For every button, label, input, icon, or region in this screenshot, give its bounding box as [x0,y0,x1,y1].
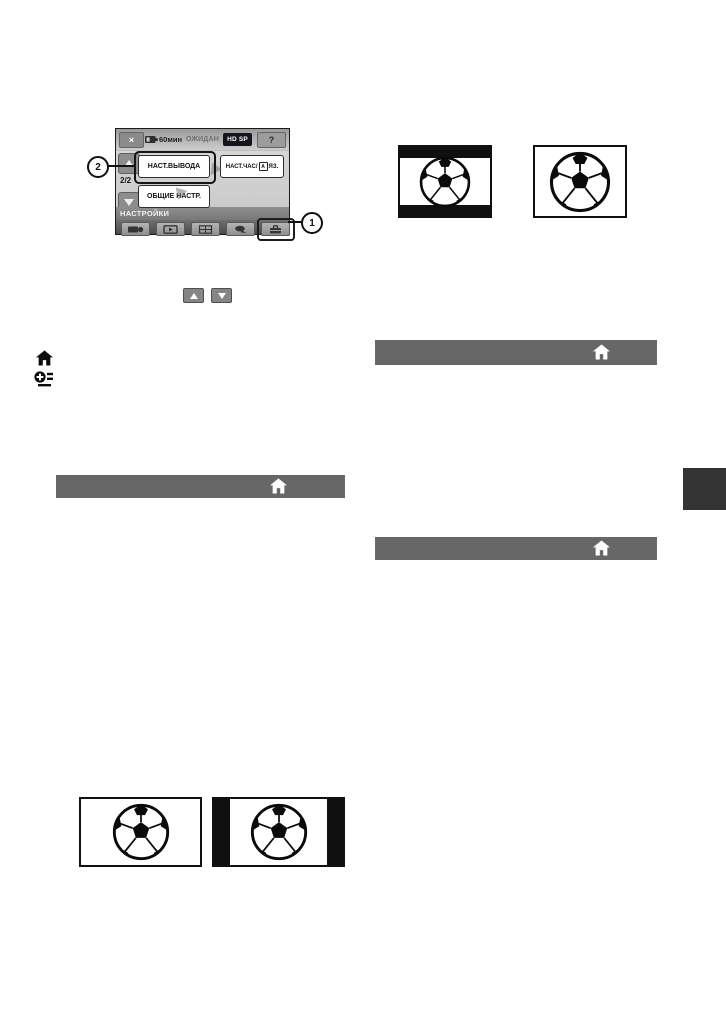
home-icon [593,540,610,556]
figure-widetv-fullscreen [79,797,202,867]
pillarbox-bar-right [327,799,343,865]
general-settings-button[interactable]: ОБЩИЕ НАСТР. [138,185,210,208]
others-icon [232,225,249,234]
tab-camera[interactable] [121,222,150,236]
home-icon [593,344,610,360]
soccer-ball [419,156,471,208]
figure-widetv-pillarbox [212,797,345,867]
callout-line-2 [105,165,134,167]
category-tab-strip [116,220,289,234]
battery-time: 60мин [159,135,183,144]
soccer-ball [250,803,308,861]
callout-line-1 [288,221,302,223]
pillarbox-bar-left [214,799,230,865]
settings-screen [115,128,290,235]
output-settings-button[interactable]: НАСТ.ВЫВОДА [138,155,210,178]
clock-label-pre: НАСТ.ЧАС/ [225,163,258,170]
section-header-bar [56,475,345,498]
option-menu-icon [34,371,54,388]
figure-tv-letterbox [398,145,492,218]
battery-icon [145,135,158,144]
tab-view-images[interactable] [156,222,185,236]
inline-down-button [211,288,232,303]
section-header-bar [375,340,657,365]
recording-format-badge: HD SP [223,133,252,146]
clock-label-post: ЯЗ. [268,163,279,170]
callout-1: 1 [301,212,323,234]
chapter-edge-tab [683,468,726,510]
tab-others[interactable] [226,222,255,236]
playback-icon [162,225,179,234]
selection-outline [134,151,216,184]
status-bar [116,129,289,151]
section-header-bar [375,537,657,560]
close-button[interactable]: × [119,132,144,148]
soccer-ball [549,151,611,213]
home-icon [36,350,53,366]
page-indicator: 2/2 [120,176,132,185]
down-arrow-icon [218,293,226,299]
category-label: НАСТРОЙКИ [116,207,289,220]
up-arrow-icon [190,293,198,299]
language-icon: A [259,162,268,171]
soccer-ball [112,803,170,861]
callout-2: 2 [87,156,109,178]
manage-media-icon [197,225,214,234]
tab-manage-media[interactable] [191,222,220,236]
standby-status: ОЖИДАН [186,135,220,143]
camcorder-icon [127,225,144,234]
clock-language-button[interactable] [220,155,284,178]
help-button[interactable]: ? [257,132,286,148]
down-arrow-icon [124,199,134,206]
home-icon [270,478,287,494]
inline-up-button [183,288,204,303]
figure-tv-fullscreen [533,145,627,218]
